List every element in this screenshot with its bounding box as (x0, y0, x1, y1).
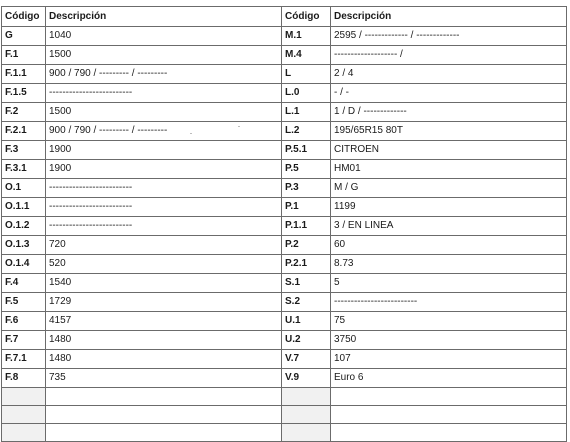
right-row-code: S.1 (282, 274, 331, 293)
left-row-description: 900 / 790 / --------- / --------- (46, 65, 282, 84)
left-row-description: 1480 (46, 331, 282, 350)
left-blank-row (2, 406, 282, 424)
right-row-code: U.1 (282, 312, 331, 331)
right-row-description: ------------------------- (331, 293, 567, 312)
right-row-description: CITROEN (331, 141, 567, 160)
left-table-row (2, 236, 282, 255)
left-table-row (2, 312, 282, 331)
right-table-row (282, 293, 567, 312)
left-blank-row (2, 424, 282, 442)
right-header-row (282, 7, 567, 27)
left-description-header: Descripción (46, 7, 282, 27)
left-row-description: 735 (46, 369, 282, 388)
right-table-row (282, 65, 567, 84)
left-row-description: 1900 (46, 141, 282, 160)
left-table-row (2, 179, 282, 198)
right-table-row (282, 103, 567, 122)
left-row-description: 900 / 790 / --------- / --------- (46, 122, 282, 141)
left-table-row (2, 198, 282, 217)
left-row-description: 1500 (46, 103, 282, 122)
right-row-code: P.5.1 (282, 141, 331, 160)
left-row-code: O.1.3 (2, 236, 46, 255)
left-blank-code-cell (2, 388, 46, 406)
right-table-row (282, 160, 567, 179)
left-row-description: 1900 (46, 160, 282, 179)
left-table-row (2, 369, 282, 388)
left-row-description: 1500 (46, 46, 282, 65)
left-row-description: ------------------------- (46, 217, 282, 236)
right-table-row (282, 369, 567, 388)
right-table-row (282, 141, 567, 160)
right-blank-description-cell (331, 406, 567, 424)
right-row-code: P.5 (282, 160, 331, 179)
right-row-description: 5 (331, 274, 567, 293)
right-row-description: 75 (331, 312, 567, 331)
left-row-code: F.8 (2, 369, 46, 388)
left-row-code: F.3 (2, 141, 46, 160)
right-row-description: 2 / 4 (331, 65, 567, 84)
scan-speck (238, 126, 240, 127)
right-table-row (282, 179, 567, 198)
right-table-row (282, 274, 567, 293)
right-table-row (282, 312, 567, 331)
right-row-description: - / - (331, 84, 567, 103)
left-blank-description-cell (46, 406, 282, 424)
right-row-description: M / G (331, 179, 567, 198)
left-row-code: F.7.1 (2, 350, 46, 369)
right-table-row (282, 255, 567, 274)
right-code-table (281, 6, 567, 442)
right-code-header: Código (282, 7, 331, 27)
left-code-table (1, 6, 282, 442)
right-blank-row (282, 388, 567, 406)
left-row-description: 720 (46, 236, 282, 255)
left-row-code: F.6 (2, 312, 46, 331)
left-table-row (2, 331, 282, 350)
left-row-description: ------------------------- (46, 198, 282, 217)
left-table-row (2, 141, 282, 160)
left-row-code: O.1.4 (2, 255, 46, 274)
left-table-row (2, 65, 282, 84)
left-row-code: F.3.1 (2, 160, 46, 179)
left-row-code: O.1.1 (2, 198, 46, 217)
left-row-code: F.7 (2, 331, 46, 350)
left-table-row (2, 84, 282, 103)
right-row-code: U.2 (282, 331, 331, 350)
left-table-row (2, 27, 282, 46)
left-header-row (2, 7, 282, 27)
left-table-row (2, 46, 282, 65)
right-description-header: Descripción (331, 7, 567, 27)
right-blank-code-cell (282, 406, 331, 424)
left-row-code: O.1.2 (2, 217, 46, 236)
left-row-description: 4157 (46, 312, 282, 331)
left-row-description: 1540 (46, 274, 282, 293)
right-row-code: P.1 (282, 198, 331, 217)
right-row-code: V.9 (282, 369, 331, 388)
right-row-description: 107 (331, 350, 567, 369)
left-row-code: F.5 (2, 293, 46, 312)
left-table-row (2, 122, 282, 141)
left-blank-description-cell (46, 424, 282, 442)
right-blank-code-cell (282, 388, 331, 406)
left-blank-code-cell (2, 406, 46, 424)
right-row-description: HM01 (331, 160, 567, 179)
left-row-code: O.1 (2, 179, 46, 198)
left-table-row (2, 160, 282, 179)
right-table-row (282, 198, 567, 217)
right-row-code: V.7 (282, 350, 331, 369)
right-row-description: 195/65R15 80T (331, 122, 567, 141)
left-blank-description-cell (46, 388, 282, 406)
right-blank-description-cell (331, 388, 567, 406)
right-blank-description-cell (331, 424, 567, 442)
right-row-code: P.2.1 (282, 255, 331, 274)
left-row-code: F.2.1 (2, 122, 46, 141)
left-table-row (2, 350, 282, 369)
right-row-code: P.3 (282, 179, 331, 198)
left-row-code: F.2 (2, 103, 46, 122)
left-row-description: 1729 (46, 293, 282, 312)
right-blank-row (282, 406, 567, 424)
right-row-description: 3750 (331, 331, 567, 350)
left-row-code: F.1.5 (2, 84, 46, 103)
left-table-body (2, 27, 282, 442)
right-row-code: L.0 (282, 84, 331, 103)
left-row-description: ------------------------- (46, 84, 282, 103)
right-table-row (282, 27, 567, 46)
right-row-description: 3 / EN LINEA (331, 217, 567, 236)
right-row-code: L.2 (282, 122, 331, 141)
right-row-code: L (282, 65, 331, 84)
right-row-code: M.4 (282, 46, 331, 65)
left-row-description: 1040 (46, 27, 282, 46)
left-table-row (2, 103, 282, 122)
left-row-description: ------------------------- (46, 179, 282, 198)
left-blank-row (2, 388, 282, 406)
left-table-row (2, 255, 282, 274)
left-blank-code-cell (2, 424, 46, 442)
right-row-code: S.2 (282, 293, 331, 312)
right-table-row (282, 217, 567, 236)
left-row-code: F.1.1 (2, 65, 46, 84)
left-table-row (2, 293, 282, 312)
right-blank-code-cell (282, 424, 331, 442)
right-row-code: L.1 (282, 103, 331, 122)
right-table-row (282, 84, 567, 103)
left-row-description: 520 (46, 255, 282, 274)
right-row-description: 8.73 (331, 255, 567, 274)
right-row-code: M.1 (282, 27, 331, 46)
right-table-row (282, 122, 567, 141)
right-table-row (282, 350, 567, 369)
right-row-code: P.1.1 (282, 217, 331, 236)
left-row-code: F.4 (2, 274, 46, 293)
right-table-row (282, 46, 567, 65)
right-row-description: 1 / D / ------------- (331, 103, 567, 122)
right-row-description: 1199 (331, 198, 567, 217)
right-blank-row (282, 424, 567, 442)
right-row-description: ------------------- / (331, 46, 567, 65)
left-row-description: 1480 (46, 350, 282, 369)
right-table-row (282, 236, 567, 255)
left-table-row (2, 274, 282, 293)
left-table-row (2, 217, 282, 236)
right-table-row (282, 331, 567, 350)
left-code-header: Código (2, 7, 46, 27)
left-row-code: G (2, 27, 46, 46)
scan-speck (190, 133, 192, 134)
right-row-description: 2595 / ------------- / ------------- (331, 27, 567, 46)
right-table-body (282, 27, 567, 442)
left-row-code: F.1 (2, 46, 46, 65)
right-row-description: Euro 6 (331, 369, 567, 388)
right-row-code: P.2 (282, 236, 331, 255)
right-row-description: 60 (331, 236, 567, 255)
